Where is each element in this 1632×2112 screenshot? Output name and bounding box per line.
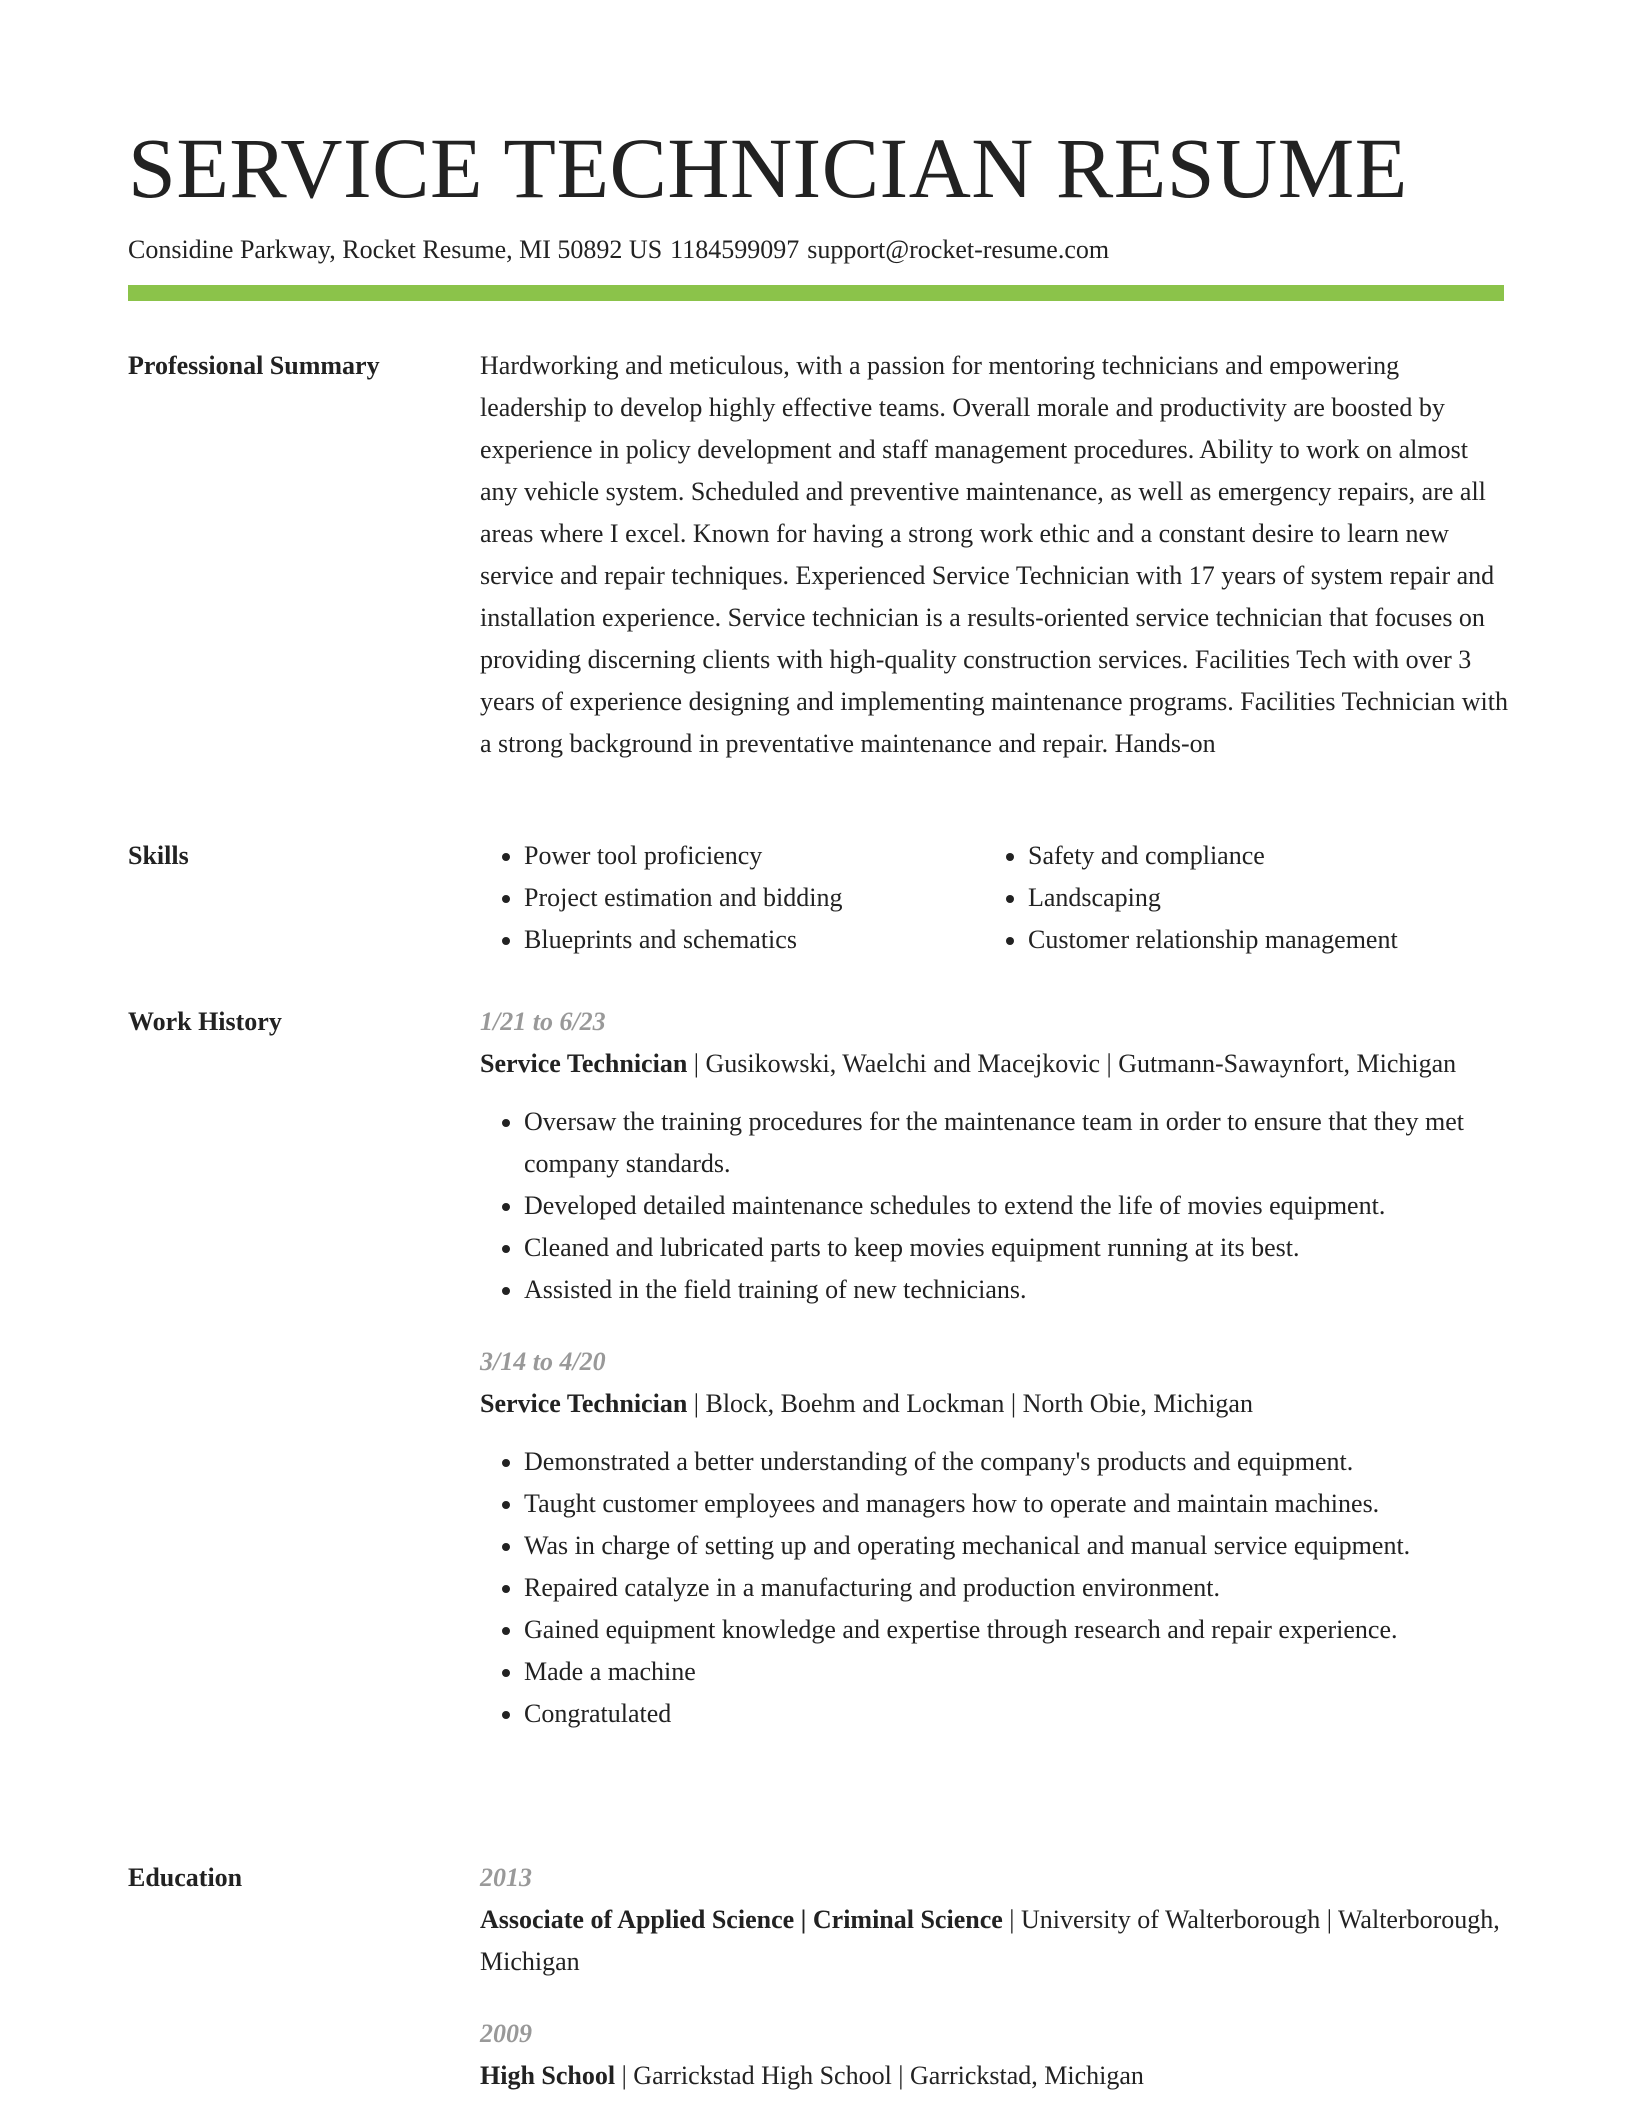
education-details: | Garrickstad High School | Garrickstad, Michigan [615, 2061, 1144, 2090]
skill-item: • Landscaping [1028, 877, 1488, 919]
skill-item: • Blueprints and schematics [524, 919, 984, 961]
job-bullet: • Developed detailed maintenance schedules to extend the life of movies equipment. [524, 1185, 1510, 1227]
job-bullet: • Made a machine [524, 1651, 1510, 1693]
education-year: 2013 [480, 1863, 532, 1892]
education-heading-line [480, 1899, 1510, 1983]
skill-item: • Project estimation and bidding [524, 877, 984, 919]
skill-item: • Customer relationship management [1028, 919, 1488, 961]
work-history-body [480, 1001, 1510, 1735]
contact-line [128, 230, 1117, 270]
job-bullets [480, 1101, 1510, 1311]
job-bullet: • Assisted in the field training of new technicians. [524, 1269, 1510, 1311]
job-heading [480, 1383, 1510, 1425]
resume-title: SERVICE TECHNICIAN RESUME [128, 120, 1408, 216]
job-bullet: • Taught customer employees and managers how to operate and maintain machines. [524, 1483, 1510, 1525]
job-title: Service Technician [480, 1049, 688, 1078]
job-bullet: • Was in charge of setting up and operating mechanical and manual service equipment. [524, 1525, 1510, 1567]
education-entry [480, 2013, 1510, 2097]
skills-list-left [480, 835, 984, 961]
skills-list-right [984, 835, 1488, 961]
education-entry [480, 1857, 1510, 1983]
job-heading [480, 1043, 1510, 1085]
skill-item: • Safety and compliance [1028, 835, 1488, 877]
job-entry [480, 1341, 1510, 1735]
job-bullet: • Demonstrated a better understanding of the company's products and equipment. [524, 1441, 1510, 1483]
education-heading-line [480, 2055, 1510, 2097]
job-details: | Block, Boehm and Lockman | North Obie, Michigan [687, 1389, 1253, 1418]
education-degree: Associate of Applied Science | Criminal Science [480, 1905, 1003, 1934]
education-year: 2009 [480, 2019, 532, 2048]
contact-address: Considine Parkway, Rocket Resume, MI 50892 US [128, 235, 663, 264]
job-bullet: • Oversaw the training procedures for the maintenance team in order to ensure that they met company standards. [524, 1101, 1510, 1185]
education-details: | University of Walterborough | Walterborough, Michigan [480, 1905, 1500, 1976]
contact-phone: 1184599097 [670, 235, 800, 264]
job-bullet: • Repaired catalyze in a manufacturing and production environment. [524, 1567, 1510, 1609]
contact-email: support@rocket-resume.com [807, 235, 1110, 264]
job-bullet: • Congratulated [524, 1693, 1510, 1735]
summary-text: Hardworking and meticulous, with a passion for mentoring technicians and empowering leadership to develop highly effective teams. Overall morale and productivity are boosted by experience in policy development and staff management procedures. Ability to work on almost any vehicle system. Scheduled and preventive maintenance, as well as emergency repairs, are all areas where I excel. Known for having a strong work ethic and a constant desire to learn new service and repair techniques. Experienced Service Technician with 17 years of system repair and installation experience. Service technician is a results-oriented service technician that focuses on providing discerning clients with high-quality construction services. Facilities Tech with over 3 years of experience designing and implementing maintenance programs. Facilities Technician with a strong background in preventative maintenance and repair. Hands-on [480, 351, 1508, 758]
accent-divider [128, 285, 1504, 301]
job-entry [480, 1001, 1510, 1311]
job-title: Service Technician [480, 1389, 688, 1418]
education-degree: High School [480, 2061, 616, 2090]
job-bullet: • Gained equipment knowledge and expertise through research and repair experience. [524, 1609, 1510, 1651]
job-bullets [480, 1441, 1510, 1735]
skills-body [480, 835, 1510, 961]
summary-heading: Professional Summary [128, 351, 380, 380]
education-body [480, 1857, 1510, 2097]
job-dates: 3/14 to 4/20 [480, 1347, 606, 1376]
summary-body [480, 345, 1510, 765]
job-dates: 1/21 to 6/23 [480, 1007, 606, 1036]
skill-item: • Power tool proficiency [524, 835, 984, 877]
job-bullet: • Cleaned and lubricated parts to keep movies equipment running at its best. [524, 1227, 1510, 1269]
work-history-heading: Work History [128, 1007, 282, 1036]
skills-heading: Skills [128, 841, 189, 870]
education-heading: Education [128, 1863, 243, 1892]
job-details: | Gusikowski, Waelchi and Macejkovic | Gutmann-Sawaynfort, Michigan [687, 1049, 1457, 1078]
